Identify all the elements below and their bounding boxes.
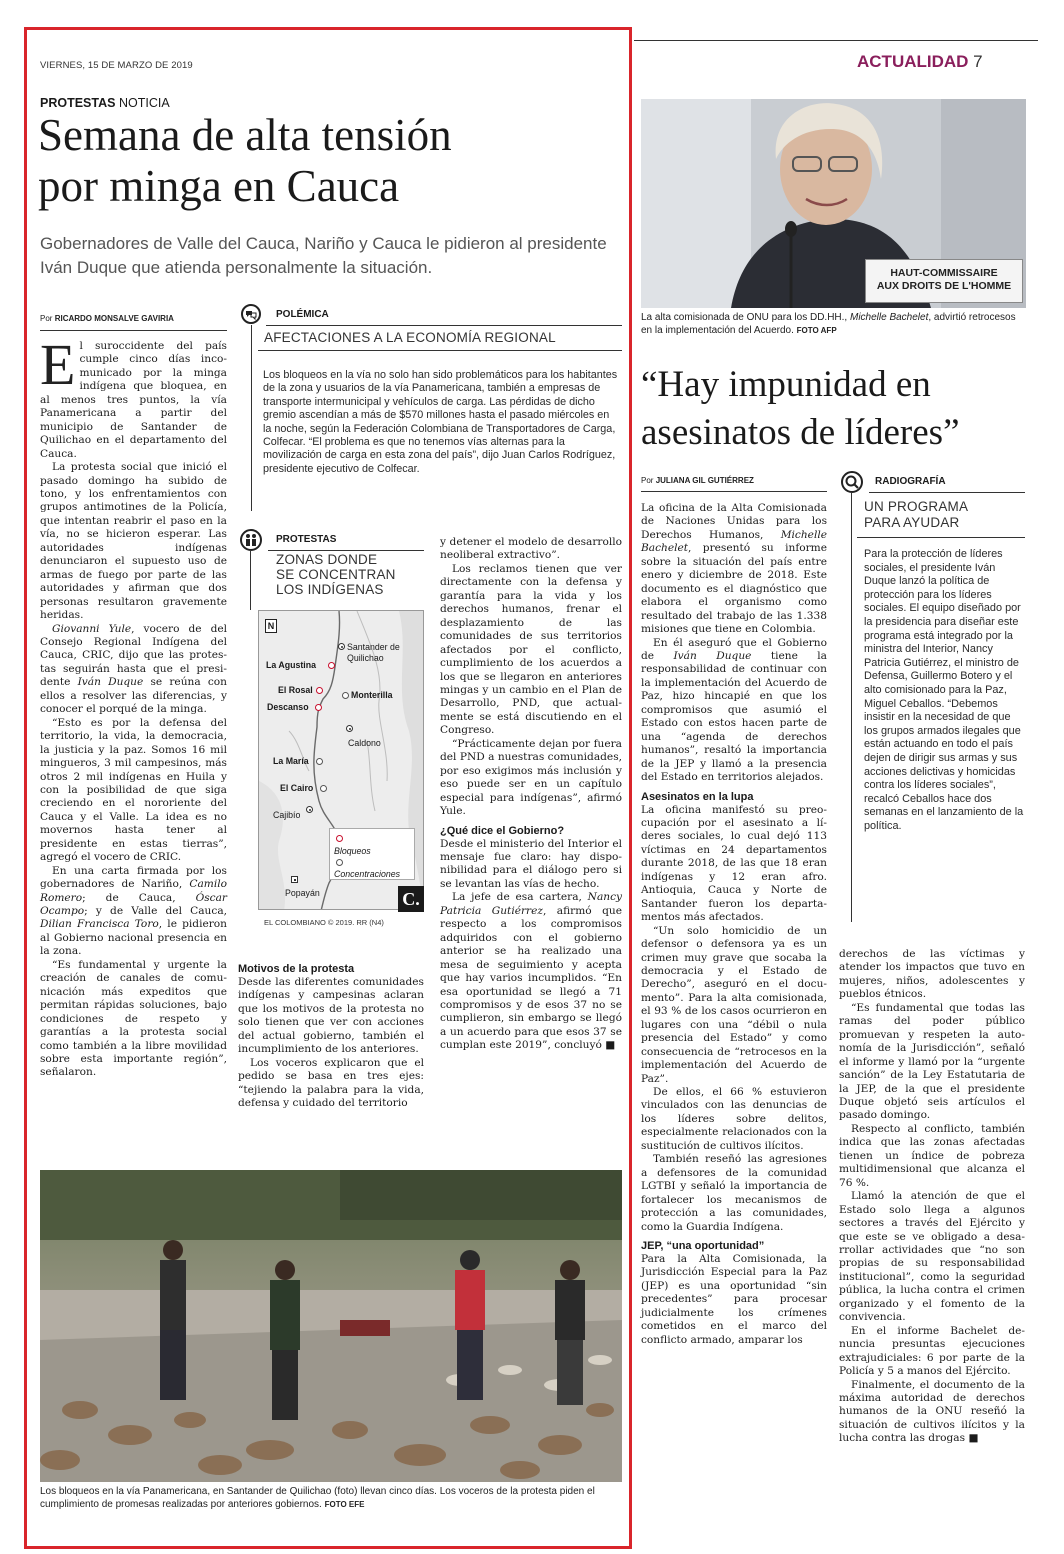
polemica-left-rule [251,325,252,511]
paragraph [641,637,827,785]
paragraph [40,865,227,959]
section-label [857,52,983,72]
paragraph: Llamó la atención de que el Estado solo llega a algunos sectores a través del Ejército y que este se ve obligado a desarrollar actividades que “no son propias de su responsabilidad institucional”, como la seguridad pública, la lucha contra el crimen organizado y el fomento de la convivencia. [839,1190,1025,1324]
paragraph: derechos de las víctimas y atender los impactos que tuvo en mujeres, niños, adolescentes y pueblos étnicos. [839,948,1025,1001]
radiografia-left-rule [851,492,852,922]
map-label: PROTESTAS [276,534,337,545]
paragraph-text: En una carta firmada por los gobernadores de Nariño, [40,864,227,891]
map-credit: EL COLOMBIANO © 2019. RR (N4) [264,918,384,927]
place-marker-city [338,643,345,650]
second-column-2 [839,948,1025,1446]
place-marker-city [306,806,313,813]
second-byline-rule [641,491,827,492]
place-label: Monterilla [351,690,393,700]
north-arrow-icon [265,619,277,633]
magnifier-icon [841,471,863,493]
place-marker-bloqueo [315,704,322,711]
place-label: La María [273,756,309,766]
legend-bloqueo-marker [336,835,343,842]
radiografia-title-line: PARA AYUDAR [864,515,960,530]
paragraph-text: tiene la responsabilidad de continuar con la implementación del Acuerdo de Paz, hizo hincapié en que los compromisos que asumió el Estado con estos hacen parte de una “agenda de derechos humanos”, resaltó la importancia de la JEP y llamó a la presencia del Estado en territorios alejados. [641,649,827,784]
map-title [276,552,396,597]
byline-rule [40,330,227,331]
person-name: Iván Duque [673,649,752,662]
paragraph-text: En él aseguró que el Gobierno de [641,636,827,662]
byline-prefix: Por [641,476,654,485]
protest-photo [40,1170,622,1482]
placard-line: HAUT-COMMISSAIRE [890,267,998,279]
place-label: Cajibío [273,810,301,820]
person-name: Dilian Francisca Toro [40,918,159,931]
paragraph: Respecto al conflicto, también indica que las zonas afectadas tienen un índice de pobreza multidimensional que alcanza el 76 %. [839,1122,1025,1189]
caption-text: Los bloqueos en la vía Panamericana, en Santander de Quilichao (foto) llevan cinco días. Los voceros de la protesta piden el cumplimiento de promesas realizadas por anteriores gobiernos. [40,1486,595,1510]
place-label: Popayán [285,888,320,898]
second-byline [641,476,754,485]
kicker-light: NOTICIA [118,96,170,110]
subhead: Motivos de la protesta [238,963,355,975]
main-column-1 [40,332,228,1080]
paragraph-text: , afirmó que respecto a los compromisos adquiridos con el gobierno anterior se ha realizado una mesa de seguimiento y acepta que hay varios incumplidos. “En esa oportunidad se llegó a 71 compromisos y de esos 37 no se cumplieron, sin embargo se llegó a un acuerdo para que esos 37 se cumplan este 2019”, concluyó [440,904,622,1052]
paragraph-text: ; de Cauca, [82,891,196,904]
photo-credit: FOTO AFP [796,325,837,335]
name-placard [865,259,1023,303]
kicker [40,96,170,110]
paragraph-text: La oficina de la Alta Comisionada de Naciones Unidas para los Derechos Humanos, [641,502,827,541]
paragraph-text: se reúna con ellos a resolver las diferencias, y conocer el porqué de la minga. [40,676,227,716]
paragraph [440,891,622,1052]
radiografia-title [864,499,968,531]
map-title-line: ZONAS DONDE [276,552,378,567]
paragraph: Desde el ministerio del Interior el mensaje fue claro: hay disponibilidad para el diálogo pero si se levantan las vías de hecho. [440,837,622,890]
caption-text: , advirtió retrocesos en la implementación del Acuerdo. [641,312,1016,336]
map-left-rule [250,550,251,610]
polemica-label-rule [266,325,622,326]
paragraph: “Es fundamental que todas las ramas del poder público promuevan y respeten la autonomía de la Jurisdicción”, señaló el informe y llamó por la “urgente sanción” de la Ley Estatutaria de la JEP, de la que el presidente Duque objetó seis artículos el pasado domingo. [839,1001,1025,1122]
place-marker-concentracion [316,758,323,765]
headline-line-1: Semana de alta tensión [38,110,452,160]
north-label: N [267,621,275,631]
map-label-rule [268,550,424,551]
protest-photo-image [40,1170,622,1482]
top-rule [634,40,1038,41]
subhead: JEP, “una oportunidad” [641,1240,765,1253]
byline-prefix: Por [40,314,53,323]
end-mark: ■ [605,1039,616,1052]
paragraph: “Es fundamental y urgente la creación de canales de comunicación más expeditos que permitan rápidas soluciones, bajo condiciones de respeto y garantías a la protesta social como también a la libre movilidad sobre esta importante región”, señalaron. [40,958,227,1079]
main-column-3 [440,536,622,1053]
person-name: Óscar Ocampo [40,891,227,918]
headline-line-2: por minga en Cauca [38,161,400,211]
polemica-box [238,303,622,511]
people-icon [240,529,262,551]
person-name: Giovanni Yule [52,622,132,635]
placard-line: AUX DROITS DE L'HOMME [876,280,1012,292]
place-label: El Rosal [278,685,313,695]
radiografia-label-rule [869,492,1025,493]
person-name: Michelle Bachelet [849,312,929,323]
place-label: El Cairo [280,783,314,793]
paragraph-text: l suroccidente del país cumple cinco días incomunicado por la minga indígena que bloquea, en al menos tres puntos, la vía Panamericana a partir del municipio de Santander de Quilichao en el departamento del Cauca. [40,340,227,460]
subhead: ¿Qué dice el Gobierno? [440,824,565,837]
photo-credit: FOTO EFE [324,1499,365,1509]
paragraph: Desde las diferentes comunidades indígenas y campesinas aclaran que los motivos de la protesta no solo tienen que ver con acciones del actual gobierno, también el incumplimiento de los anteriores. [238,976,424,1056]
radiografia-text: Para la protección de líderes sociales, el presidente Iván Duque lanzó la política de protección para los líderes sociales. El equipo diseñado por la presidencia para diseñar este programa está integrado por la ministra del Interior, Nancy Patricia Gutiérrez, el ministro de Defensa, Guillermo Botero y el alto comisionado para la Paz, Miguel Ceballos. “Debemos insistir en la necesidad de que los grupos armados ilegales que están actuando en todo el país dejen de dirigir sus armas y sus acciones delictivas y homicidas contra los líderes sociales”, recalcó Ceballos hace dos semanas en el lanzamiento de la política. [864,548,1024,832]
legend-concentracion-marker [336,859,343,866]
kicker-bold: PROTESTAS [40,96,116,110]
map-title-line: SE CONCENTRAN [276,567,396,582]
place-marker-bloqueo [328,662,335,669]
bachelet-caption [641,312,1026,337]
paragraph [641,502,827,637]
place-marker-bloqueo [316,687,323,694]
headline [38,110,452,212]
deck: Gobernadores de Valle del Cauca, Nariño y Cauca le pidieron al presidente Iván Duque que atienda personalmente la situación. [40,234,607,277]
paragraph-text: , vocero de del Consejo Regional Indígena del Cauca, CRIC, dijo que las protestas seguirán hasta que el presidente [40,622,228,689]
radiografia-rule [857,537,1025,538]
second-column-1 [641,502,827,1347]
paragraph-text: Finalmente, el documento de la máxima autoridad de derechos humanos de la ONU reseñó la situación de cultivos ilícitos y la lucha contra las drogas [839,1378,1025,1445]
polemica-text: Los bloqueos en la vía no solo han sido problemáticos para los habitantes de la zona y usuarios de la vía Panamericana, también a empresas de transporte intermunicipal y vehículos de carga. Las pérdidas de dicho gremio ascendían a más de $570 millones hasta el pasado miércoles en la noche, según la Federación Colombiana de Transportadores de Carga, Colfecar. “El problema es que no tenemos vías alternas para la movilización de carga en esta zona del país”, dijo Juan Carlos Rodríguez, presidente ejecutivo de Colfecar. [263,369,618,475]
paragraph: “Esto es por la defensa del territorio, la vida, la democracia, la justicia y la paz. Somos 16 mil mingueros, 3 mil campesinos, más otros 2 mil indígenas en Huila y con la posibilidad de que siga creciendo en el nororiente del Cauca y el Valle. La idea es no movernos hasta tener al presidente en estas tierras”, agregó el vocero de CRIC. [40,716,227,864]
paragraph: La oficina manifestó su preocupación por el asesinato a líderes sociales, lo cual dejó 113 víctimas en 24 departamentos durante 2018, de las que 18 eran indígenas y 12 eran afro. Antioquia, Cauca y Norte de Santander fueron los departamentos más afectados. [641,803,827,924]
end-mark: ■ [968,1432,979,1445]
place-label: Descanso [267,702,309,712]
page-number: 7 [973,52,983,71]
caption-text: La alta comisionada de ONU para los DD.HH., [641,312,850,323]
paragraph [40,332,227,461]
place-marker-city [346,725,353,732]
second-headline-line-1: “Hay impunidad en [641,364,931,405]
paragraph [40,623,227,717]
paragraph [839,1379,1025,1446]
byline-name: JULIANA GIL GUTIÉRREZ [655,476,754,485]
polemica-rule [258,350,622,351]
paragraph: “Un solo homicidio de un defensor o defensora ya es un crimen muy grave que socaba la democracia y el Estado de Derecho”, aseguró en el documento”. Para la alta comisionada, el 93 % de los casos ocurrieron en lugares con una “débil o nula presencia del Estado” y como consecuencia de “retrocesos en la implementación del Acuerdo de Paz”. [641,924,827,1085]
map-graphic [238,528,424,932]
legend-bloqueos-label: Bloqueos [334,846,371,856]
paragraph: Los reclamos tienen que ver directamente con la defensa y garantía para la vida y los derechos humanos, frenar el desplazamiento de las comunidades de sus territorios afectados por el conflicto, cumplimiento de los acuerdos a los que se llegaron en anteriores mingas y un cambio en el Plan de Desarrollo, PND, que actualmente se está discutiendo en el Congreso. [440,562,622,737]
polemica-label: POLÉMICA [276,309,329,320]
byline [40,314,174,323]
radiografia-label: RADIOGRAFÍA [875,476,946,487]
legend-concentraciones-label: Concentraciones [334,869,401,879]
paragraph-text: ; y de Valle del Cauca, [84,905,227,918]
polemica-title: AFECTACIONES A LA ECONOMÍA REGIONAL [264,330,556,345]
paragraph: Para la Alta Comisionada, la Jurisdicción Especial para la Paz (JEP) es una oportunidad “sin precedentes” para procesar judicialmente los crímenes cometidos en el marco del conflicto armado, amparar los [641,1253,827,1346]
map-panel [258,610,424,910]
map-legend [329,828,415,880]
place-marker-concentracion [342,692,349,699]
paragraph: La protesta social que inició el pasado domingo ha subido de tono, y los enfrentamientos con grupos antimotines de la Policía, que intentan reabrir el paso en la vía, no se hicieron esperar. Las autoridades indígenas denunciaron el supuesto uso de armas de fuego por parte de las autoridades y afirman que dos personas resultaron gravemente heridas. [40,461,227,622]
paragraph-text: , le pidieron al Gobierno nacional presencia en la zona. [40,918,228,958]
polemica-icon [241,304,261,324]
main-column-2 [238,962,424,1111]
place-label: Caldono [348,738,381,748]
subhead: Asesinatos en la lupa [641,790,754,803]
place-label: La Agustina [266,660,317,670]
paragraph-text: , presentó su informe sobre la situación del país entre enero y diciembre de 2018. Este documento es el diagnóstico que elabora el organismo como resultado del trabajo de las 1.338 misiones que tiene en Colombia. [641,542,827,636]
map-title-line: LOS INDÍGENAS [276,582,384,597]
paragraph: En el informe Bachelet denuncia presuntas ejecuciones extrajudiciales: 6 por parte de la Policía y 5 a manos del Ejército. [839,1324,1025,1378]
person-name: Michelle Bachelet [641,528,827,555]
second-headline-line-2: asesinatos de líderes” [641,412,960,453]
person-name: Nancy Patricia Gutiérrez [440,891,622,917]
paragraph: “Prácticamente dejan por fuera del PND a nuestras comunidades, por eso exigimos más inclusión y eso puede ser en un capítulo especial para indígenas”, afirmó Yule. [440,737,622,818]
person-name: Iván Duque [77,676,144,689]
place-label: Santander de Quilichao [347,642,400,663]
dropcap: E [40,332,76,397]
second-headline [641,361,960,457]
section-name: ACTUALIDAD [857,52,969,71]
paragraph: Los voceros explicaron que el pedido se basa en tres ejes: “tejiendo la palabra para la vida, defensa y cuidado del territorio [238,1056,424,1110]
byline-name: RICARDO MONSALVE GAVIRIA [54,314,174,323]
protest-photo-caption [40,1486,622,1511]
place-marker-capital [291,876,298,883]
date-line: VIERNES, 15 DE MARZO DE 2019 [40,60,193,71]
paragraph: De ellos, el 66 % estuvieron vinculados con las denuncias de los líderes sobre delitos, especialmente relacionados con la sustitución de cultivos ilícitos. [641,1086,827,1152]
place-marker-concentracion [320,785,327,792]
paragraph-text: La jefe de esa cartera, [452,891,588,904]
radiografia-title-line: UN PROGRAMA [864,499,969,514]
radiografia-box [839,470,1025,925]
paragraph: y detener el modelo de desarrollo neoliberal extractivo”. [440,536,622,562]
publication-logo: C. [398,886,424,912]
paragraph: También reseñó las agresiones a defensores de la comunidad LGTBI y señaló la importancia de fortalecer los mecanismos de protección a las comunidades, como la Guardia Indígena. [641,1153,827,1233]
person-name: Camilo Romero [40,878,227,904]
bachelet-photo [641,99,1026,308]
